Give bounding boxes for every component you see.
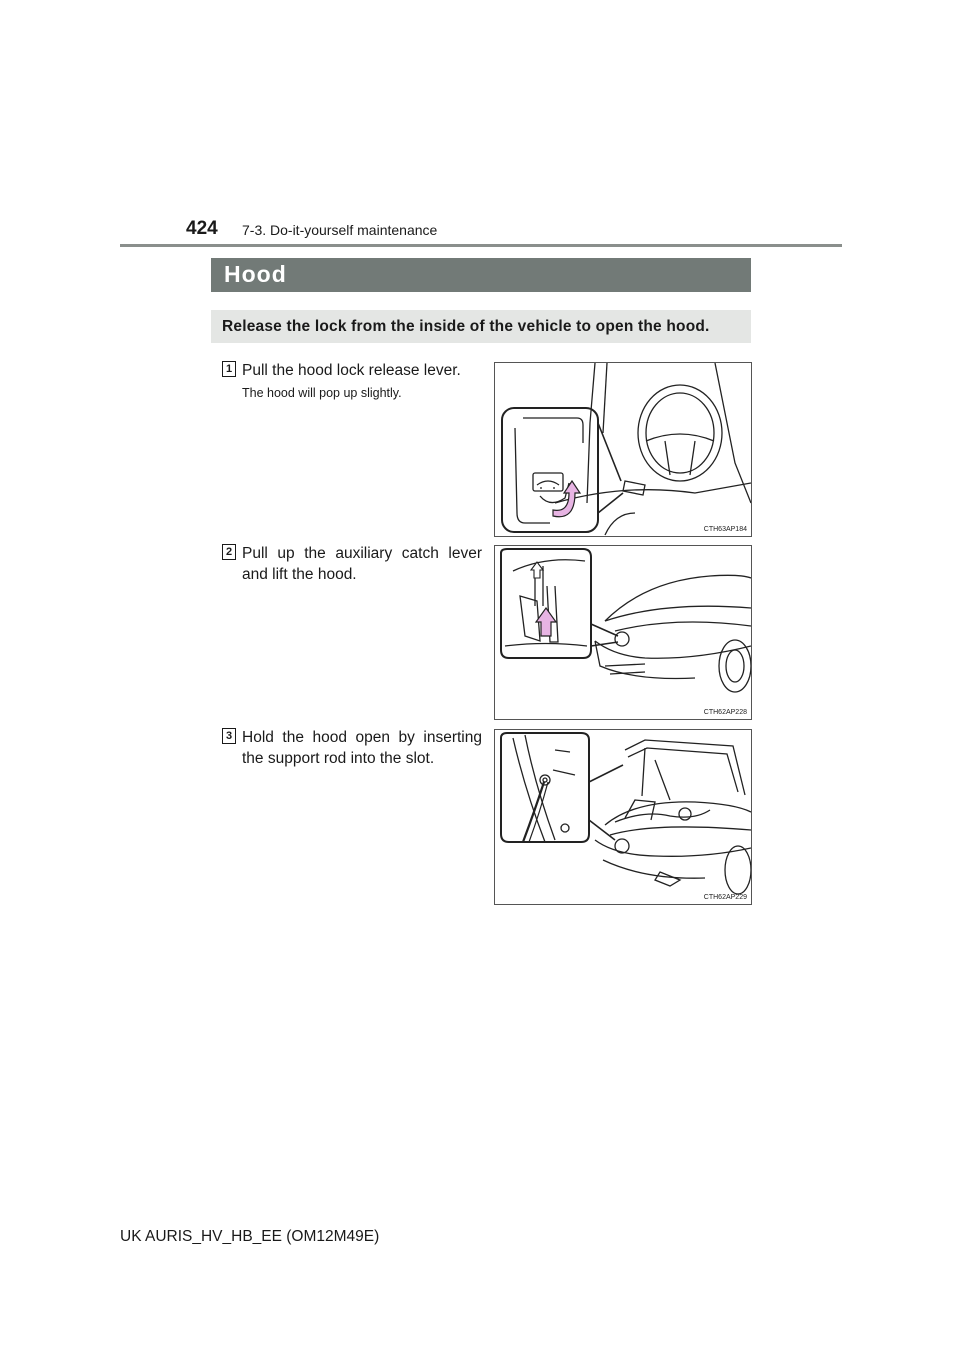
step-number: 3: [222, 728, 236, 744]
figure-code: CTH62AP229: [703, 894, 747, 901]
figure-code: CTH62AP228: [703, 709, 747, 716]
footer-model-code: UK AURIS_HV_HB_EE (OM12M49E): [120, 1228, 380, 1245]
step-text: Pull the hood lock release lever.: [242, 362, 461, 379]
title-bar: [211, 258, 751, 292]
pull-arrow-icon: [553, 481, 580, 517]
step-number: 2: [222, 544, 236, 560]
step-text: Hold the hood open by inserting the support rod into the slot.: [242, 729, 482, 767]
step-note: The hood will pop up slightly.: [242, 386, 402, 400]
figure-support-rod: [494, 729, 752, 905]
figure-code: CTH63AP184: [703, 526, 747, 533]
hood-lock-release-illustration: [495, 363, 751, 536]
intro-box: [211, 310, 751, 343]
intro-text: Release the lock from the inside of the vehicle to open the hood.: [222, 318, 710, 335]
auxiliary-catch-lever-illustration: [495, 546, 751, 719]
support-rod-illustration: [495, 730, 751, 904]
step-text: Pull up the auxiliary catch lever and lift the hood.: [242, 545, 482, 583]
section-label: 7-3. Do-it-yourself maintenance: [242, 222, 438, 238]
figure-hood-lock-release: [494, 362, 752, 537]
header-rule: [120, 244, 842, 247]
page-title: Hood: [224, 261, 287, 287]
step-number: 1: [222, 361, 236, 377]
page-number: 424: [186, 218, 218, 239]
figure-auxiliary-catch-lever: [494, 545, 752, 720]
